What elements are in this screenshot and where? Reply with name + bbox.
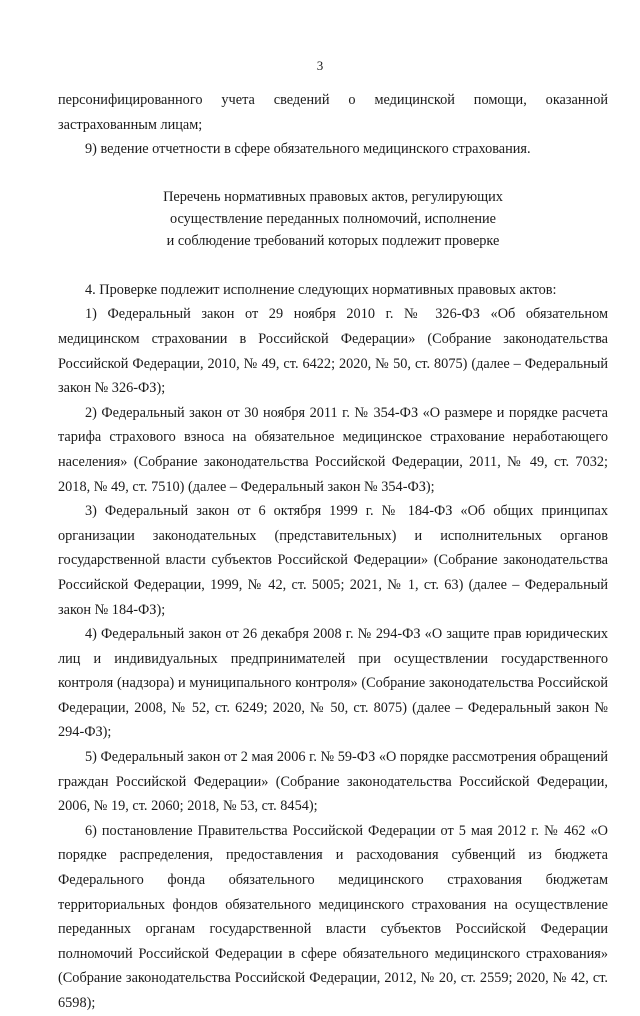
law-item-3: 3) Федеральный закон от 6 октября 1999 г. № 184-ФЗ «Об общих принципах организации законодательных (представительных) и исполнительных органов государственной власти субъектов Российской Федерации» (Собрание законодательства Российской Федерации, 1999, № 42, ст. 5005; 2021, № 1, ст. 63) (далее – Федеральный закон № 184-ФЗ);	[58, 503, 608, 618]
section-4-intro: 4. Проверке подлежит исполнение следующих нормативных правовых актов:	[85, 281, 557, 298]
law-item-4: 4) Федеральный закон от 26 декабря 2008 г. № 294-ФЗ «О защите прав юридических лиц и индивидуальных предпринимателей при осуществлении государственного контроля (надзора) и муниципального контроля» (Собрание законодательства Российской Федерации, 2008, № 52, ст. 6249; 2020, № 50, ст. 8075) (далее – Федеральный закон № 294-ФЗ);	[58, 626, 608, 741]
heading-line-2: осуществление переданных полномочий, исполнение	[169, 210, 497, 227]
section-heading	[58, 186, 608, 252]
law-item-5: 5) Федеральный закон от 2 мая 2006 г. № 59-ФЗ «О порядке рассмотрения обращений граждан Российской Федерации» (Собрание законодательства Российской Федерации, 2006, № 19, ст. 2060; 2018, № 53, ст. 8454);	[58, 749, 608, 815]
page-number: 3	[316, 58, 324, 73]
law-item-1: 1) Федеральный закон от 29 ноября 2010 г. № 326-ФЗ «Об обязательном медицинском страховании в Российской Федерации» (Собрание законодательства Российской Федерации, 2010, № 49, ст. 6422; 2020, № 50, ст. 8075) (далее – Федеральный закон № 326-ФЗ);	[58, 306, 608, 397]
continuation-paragraph: персонифицированного учета сведений о медицинской помощи, оказанной застрахованным лицам;	[58, 92, 608, 133]
document-body	[58, 88, 608, 1016]
law-item-6: 6) постановление Правительства Российской Федерации от 5 мая 2012 г. № 462 «О порядке распределения, предоставления и расходования субвенций из бюджета Федерального фонда обязательного медицинского страхования бюджетам территориальных фондов обязательного медицинского страхования на осуществление переданных органам государственной власти субъектов Российской Федерации полномочий Российской Федерации в сфере обязательного медицинского страхования» (Собрание законодательства Российской Федерации, 2012, № 20, ст. 2559; 2020, № 42, ст. 6598);	[58, 822, 608, 1011]
law-item-2: 2) Федеральный закон от 30 ноября 2011 г. № 354-ФЗ «О размере и порядке расчета тарифа страхового взноса на обязательное медицинское страхование неработающего населения» (Собрание законодательства Российской Федерации, 2011, № 49, ст. 7032; 2018, № 49, ст. 7510) (далее – Федеральный закон № 354-ФЗ);	[58, 404, 608, 495]
heading-line-3: и соблюдение требований которых подлежит проверке	[166, 232, 500, 249]
heading-line-1: Перечень нормативных правовых актов, регулирующих	[163, 188, 503, 205]
item-9-paragraph: 9) ведение отчетности в сфере обязательного медицинского страхования.	[85, 141, 531, 158]
